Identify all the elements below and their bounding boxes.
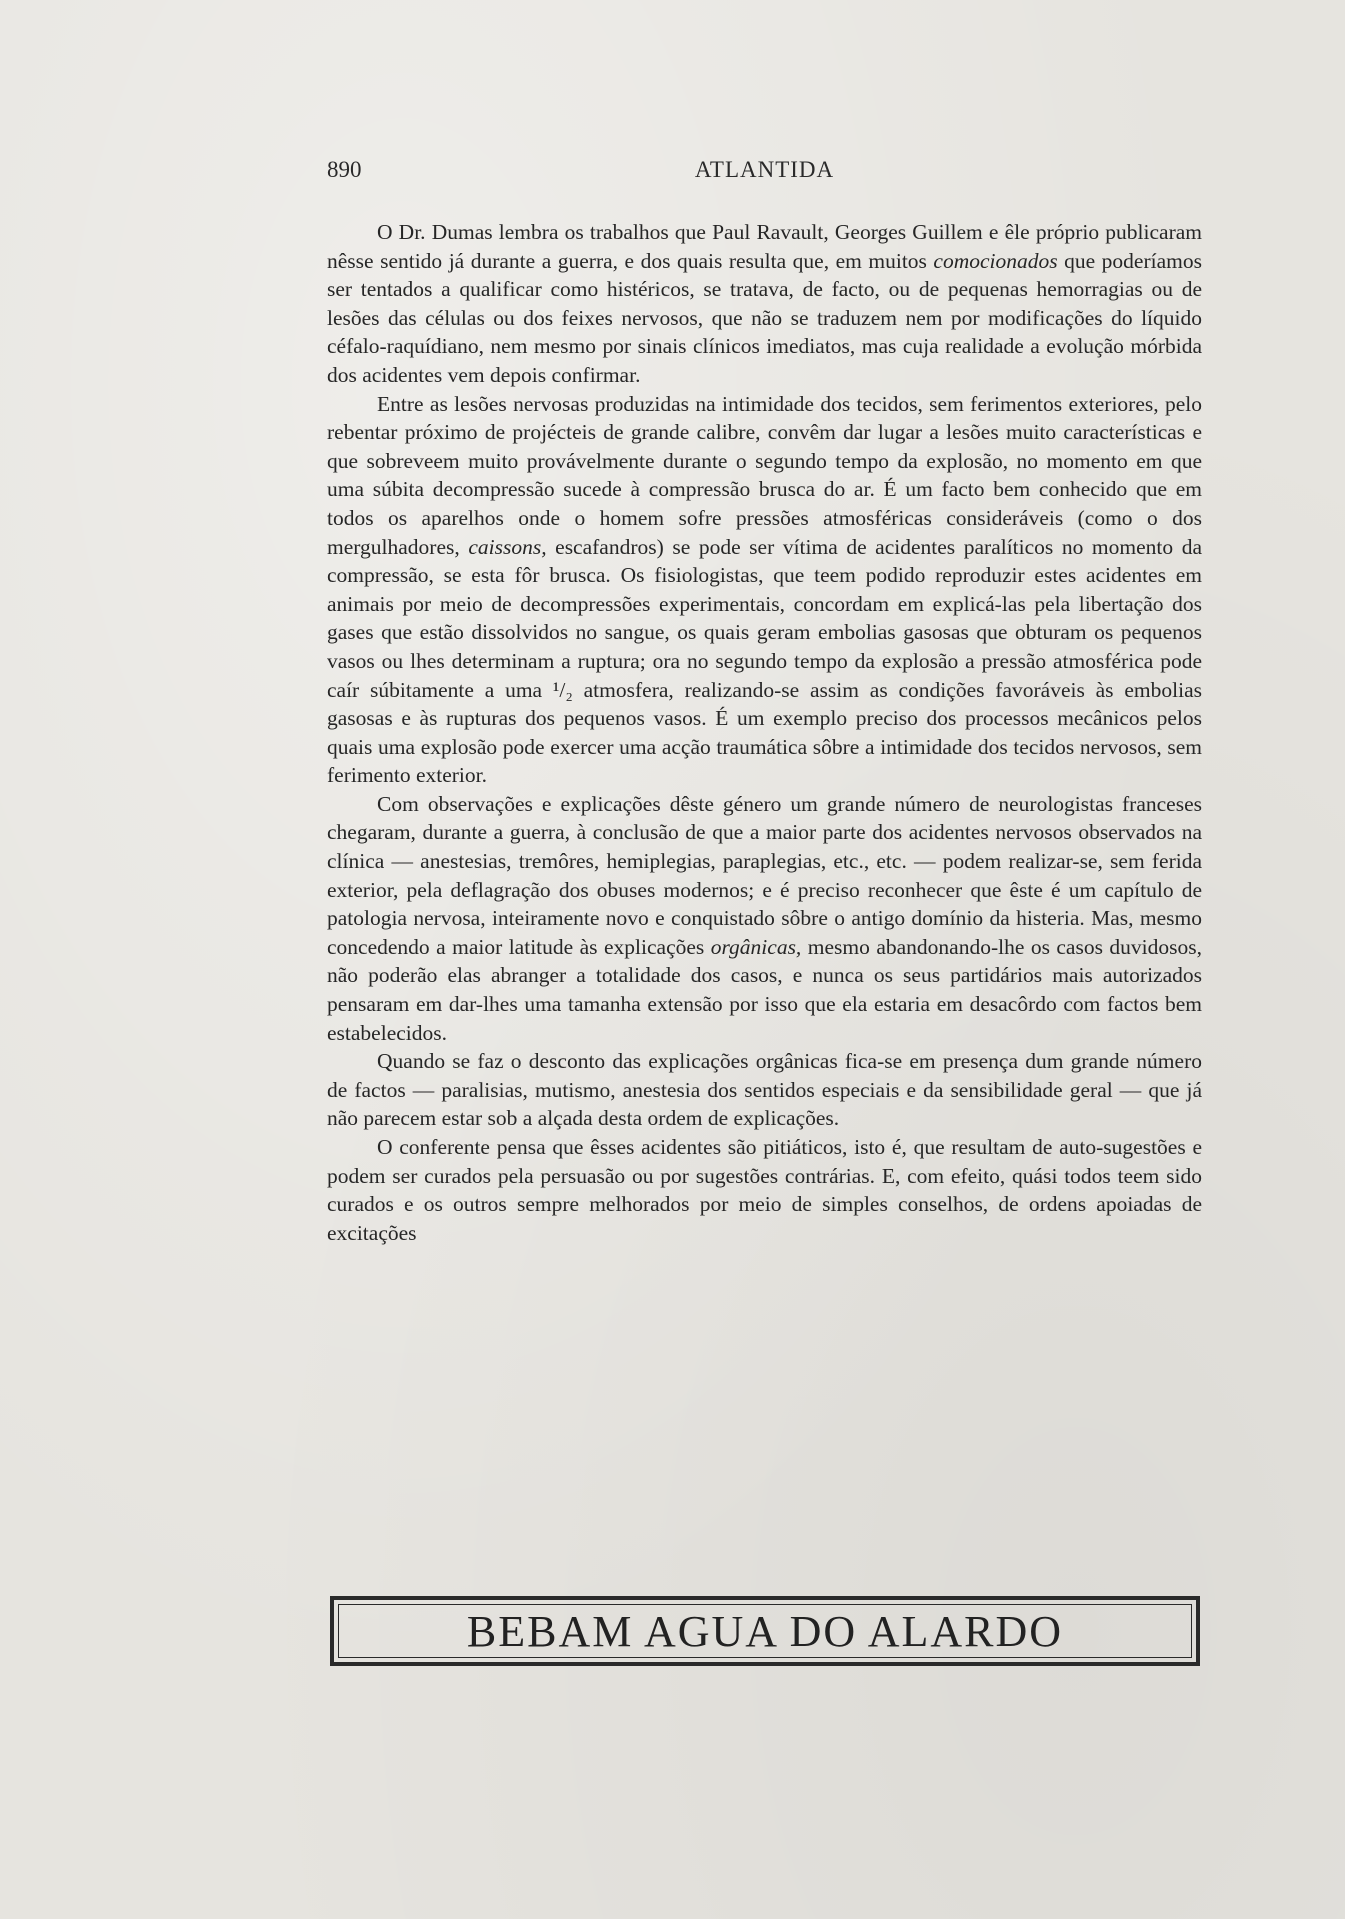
advertisement-box [330, 1596, 1200, 1666]
article-body [327, 218, 1202, 1247]
paragraph-1-text-a: O Dr. Dumas lembra os trabalhos que Paul Ravault, Georges Guillem e êle próprio publicaram nêsse sentido já durante a guerra, e dos quais resulta que, em muitos [327, 220, 1202, 273]
paragraph-1-text-b: que poderíamos ser tentados a qualificar como histéricos, se tratava, de facto, ou de pequenas hemorragias ou de lesões das células ou dos feixes nervosos, que não se traduzem nem por modificações do líquido céfalo-raquídiano, nem mesmo por sinais clínicos imediatos, mas cuja realidade a evolução mórbida dos acidentes vem depois confirmar. [327, 248, 1202, 387]
paragraph-2-italic: caissons, [468, 534, 547, 559]
running-title: ATLANTIDA [694, 157, 835, 182]
paragraph-2 [327, 390, 1202, 790]
paragraph-2-text-a: Entre as lesões nervosas produzidas na intimidade dos tecidos, sem ferimentos exteriores, pelo rebentar próximo de projécteis de grande calibre, convêm dar lugar a lesões muito características e que sobreveem muito provávelmente durante o segundo tempo da explosão, no momento em que uma súbita decompressão sucede à compressão brusca do ar. É um facto bem conhecido que em todos os aparelhos onde o homem sofre pressões atmosféricas consideráveis (como o dos mergulhadores, [327, 391, 1202, 559]
paragraph-4: Quando se faz o desconto das explicações orgânicas fica-se em presença dum grande número de factos — paralisias, mutismo, anestesia dos sentidos especiais e da sensibilidade geral — que já não parecem estar sob a alçada desta ordem de explicações. [327, 1049, 1202, 1131]
paragraph-3 [327, 790, 1202, 1047]
paragraph-3-text-b: mesmo abandonando-lhe os casos duvidosos, não poderão elas abranger a totalidade dos casos, e nunca os seus partidários mais autorizados pensaram em dar-lhes uma tamanha extensão por isso que ela estaria em desacôrdo com factos bem estabelecidos. [327, 934, 1202, 1045]
paragraph-3-italic: orgânicas, [710, 934, 802, 959]
paragraph-2-text-b: escafandros) se pode ser vítima de acidentes paralíticos no momento da compressão, se esta fôr brusca. Os fisiologistas, que teem podido reproduzir estes acidentes em animais por meio de decompressões experimentais, concordam em explicá-las pela libertação dos gases que estão dissolvidos no sangue, os quais geram embolias gasosas que obturam os pequenos vasos ou lhes determinam a ruptura; ora no segundo tempo da explosão a pressão atmosférica pode caír súbitamente a uma ¹/₂ atmosfera, realizando-se assim as condições favoráveis às embolias gasosas e às rupturas dos pequenos vasos. É um exemplo preciso dos processos mecânicos pelos quais uma explosão pode exercer uma acção traumática sôbre a intimidade dos tecidos nervosos, sem ferimento exterior. [327, 534, 1202, 788]
paragraph-3-text-a: Com observações e explicações dêste género um grande número de neurologistas franceses chegaram, durante a guerra, à conclusão de que a maior parte dos acidentes nervosos observados na clínica — anestesias, tremôres, hemiplegias, paraplegias, etc., etc. — podem realizar-se, sem ferida exterior, pela deflagração dos obuses modernos; e é preciso reconhecer que êste é um capítulo de patologia nervosa, inteiramente novo e conquistado sôbre o antigo domínio da histeria. Mas, mesmo concedendo a maior latitude às explicações [327, 791, 1202, 959]
paragraph-1 [327, 218, 1202, 390]
page-number: 890 [327, 157, 362, 182]
advertisement-text: BEBAM AGUA DO ALARDO [466, 1606, 1064, 1656]
paragraph-1-italic: comocionados [933, 248, 1058, 273]
page-header [327, 157, 1202, 189]
paragraph-5: O conferente pensa que êsses acidentes são pitiáticos, isto é, que resultam de auto-sugestões e podem ser curados pela persuasão ou por sugestões contrárias. E, com efeito, quási todos teem sido curados e os outros sempre melhorados por meio de simples conselhos, de ordens apoiadas de excitações [327, 1135, 1202, 1245]
